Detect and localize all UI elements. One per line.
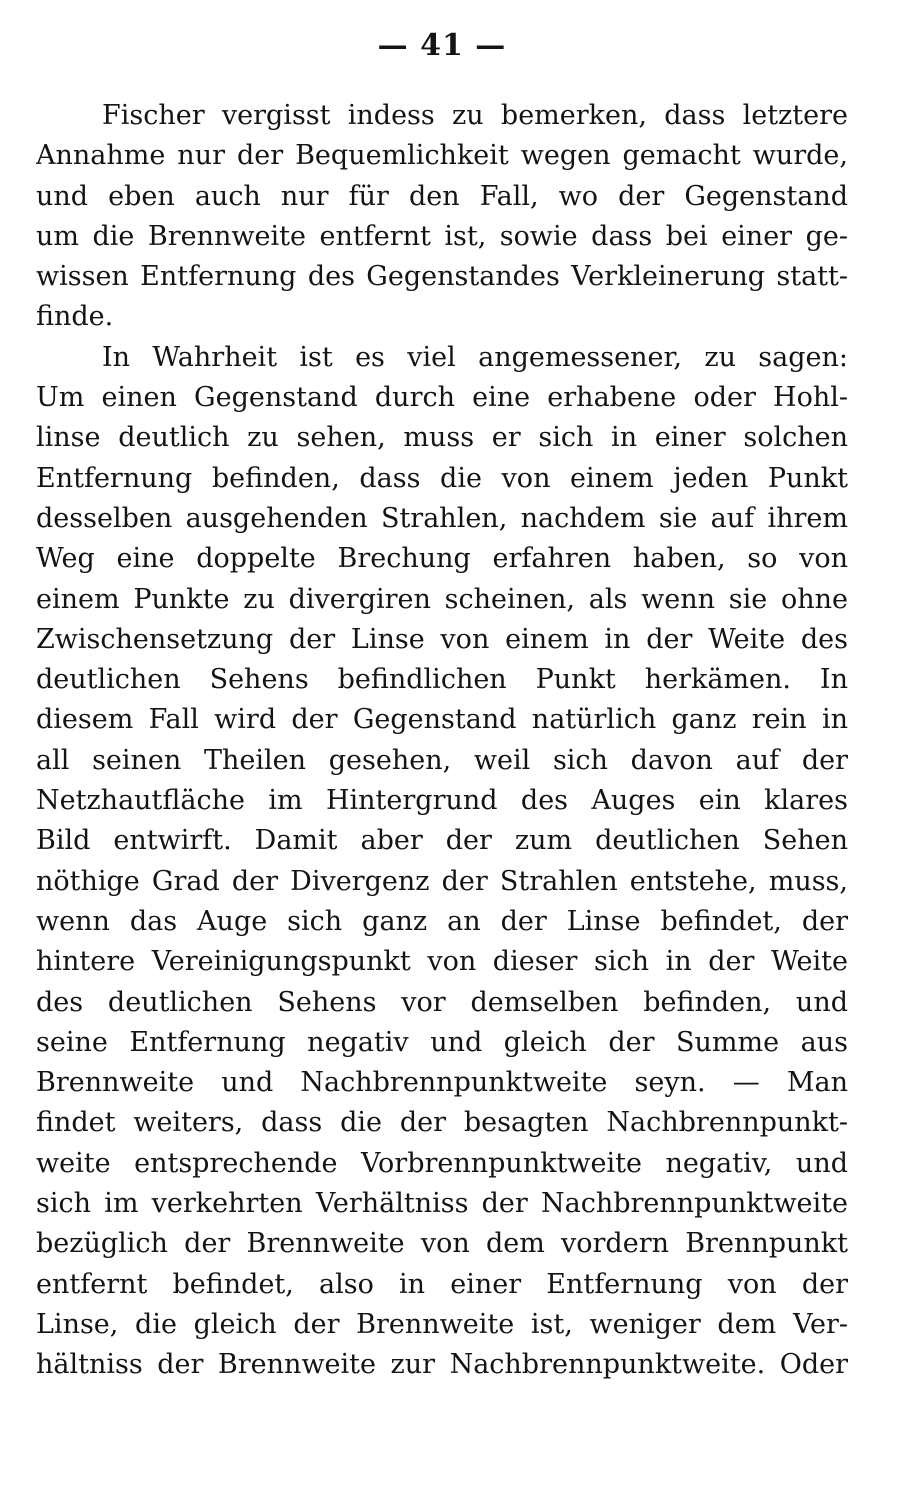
page-number: — 41 — xyxy=(377,28,507,63)
text-line: diesem Fall wird der Gegenstand natürlich ganz rein in xyxy=(36,704,848,736)
text-line: Entfernung befinden, dass die von einem jeden Punkt xyxy=(36,462,848,494)
text-line: Weg eine doppelte Brechung erfahren haben, so von xyxy=(36,543,848,575)
text-line: nöthige Grad der Divergenz der Strahlen entstehe, muss, xyxy=(36,865,848,897)
text-line: Annahme nur der Bequemlichkeit wegen gemacht wurde, xyxy=(36,140,848,172)
text-line: weite entsprechende Vorbrennpunktweite negativ, und xyxy=(36,1147,848,1179)
text-line: hintere Vereinigungspunkt von dieser sich in der Weite xyxy=(36,946,848,978)
text-line: wenn das Auge sich ganz an der Linse befindet, der xyxy=(36,905,848,937)
text-line: desselben ausgehenden Strahlen, nachdem sie auf ihrem xyxy=(36,502,848,534)
text-line: seine Entfernung negativ und gleich der Summe aus xyxy=(36,1026,848,1058)
text-line: wissen Entfernung des Gegenstandes Verkleinerung statt- xyxy=(36,261,848,293)
text-line: all seinen Theilen gesehen, weil sich davon auf der xyxy=(36,744,848,776)
text-line: Zwischensetzung der Linse von einem in der Weite des xyxy=(36,623,848,655)
text-line: linse deutlich zu sehen, muss er sich in einer solchen xyxy=(36,422,848,454)
text-line: Um einen Gegenstand durch eine erhabene oder Hohl- xyxy=(36,382,848,414)
text-line: Netzhautfläche im Hintergrund des Auges ein klares xyxy=(36,785,848,817)
text-line: Bild entwirft. Damit aber der zum deutlichen Sehen xyxy=(36,825,848,857)
text-line: des deutlichen Sehens vor demselben befinden, und xyxy=(36,986,848,1018)
text-line: Brennweite und Nachbrennpunktweite seyn. — Man xyxy=(36,1067,848,1099)
text-line: findet weiters, dass die der besagten Nachbrennpunkt- xyxy=(36,1107,848,1139)
text-line: und eben auch nur für den Fall, wo der Gegenstand xyxy=(36,180,848,212)
text-line: hältniss der Brennweite zur Nachbrennpunktweite. Oder xyxy=(36,1349,848,1381)
text-line: entfernt befindet, also in einer Entfernung von der xyxy=(36,1268,848,1300)
text-line: sich im verkehrten Verhältniss der Nachbrennpunktweite xyxy=(36,1188,848,1220)
text-line: Linse, die gleich der Brennweite ist, weniger dem Ver- xyxy=(36,1308,848,1340)
text-line: deutlichen Sehens befindlichen Punkt herkämen. In xyxy=(36,664,848,696)
book-page xyxy=(36,0,848,1507)
body-text xyxy=(36,96,848,1386)
text-line: um die Brennweite entfernt ist, sowie dass bei einer ge- xyxy=(36,220,848,252)
text-line: Fischer vergisst indess zu bemerken, dass letztere xyxy=(102,100,848,131)
text-line: finde. xyxy=(36,301,114,333)
text-line: In Wahrheit ist es viel angemessener, zu sagen: xyxy=(102,341,848,373)
text-line: bezüglich der Brennweite von dem vordern Brennpunkt xyxy=(36,1228,848,1260)
text-line: einem Punkte zu divergiren scheinen, als wenn sie ohne xyxy=(36,583,848,615)
